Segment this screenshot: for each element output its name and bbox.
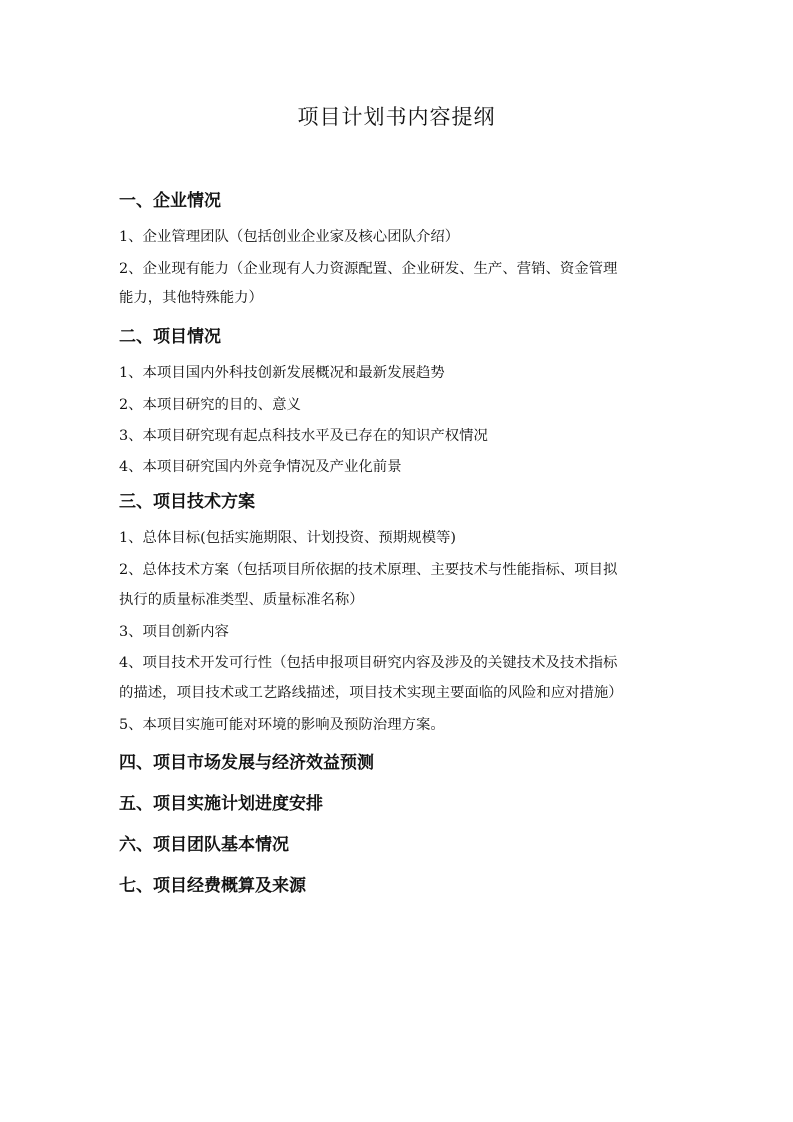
list-item: 1、企业管理团队（包括创业企业家及核心团队介绍） [119,229,460,245]
section-heading-4: 四、项目市场发展与经济效益预测 [119,753,374,773]
list-item-continuation: 执行的质量标准类型、质量标准名称） [119,592,364,608]
list-item-continuation: 能力，其他特殊能力） [119,290,263,306]
list-item-continuation: 的描述，项目技术或工艺路线描述，项目技术实现主要面临的风险和应对措施） [119,685,623,701]
page-title: 项目计划书内容提纲 [297,105,496,129]
section-heading-2: 二、项目情况 [119,327,221,347]
section-heading-7: 七、项目经费概算及来源 [119,876,306,896]
list-item: 1、本项目国内外科技创新发展概况和最新发展趋势 [119,365,445,381]
section-heading-3: 三、项目技术方案 [119,492,255,512]
list-item: 4、项目技术开发可行性（包括申报项目研究内容及涉及的关键技术及技术指标 [119,655,618,671]
section-heading-6: 六、项目团队基本情况 [119,835,289,855]
list-item: 5、本项目实施可能对环境的影响及预防治理方案。 [119,717,445,733]
list-item: 4、本项目研究国内外竞争情况及产业化前景 [119,459,402,475]
list-item: 1、总体目标(包括实施期限、计划投资、预期规模等) [119,530,456,546]
section-heading-1: 一、企业情况 [119,191,221,211]
section-heading-5: 五、项目实施计划进度安排 [119,794,323,814]
list-item: 2、总体技术方案（包括项目所依据的技术原理、主要技术与性能指标、项目拟 [119,562,618,578]
list-item: 3、项目创新内容 [119,624,229,640]
list-item: 3、本项目研究现有起点科技水平及已存在的知识产权情况 [119,428,488,444]
list-item: 2、企业现有能力（企业现有人力资源配置、企业研发、生产、营销、资金管理 [119,261,618,277]
list-item: 2、本项目研究的目的、意义 [119,397,301,413]
